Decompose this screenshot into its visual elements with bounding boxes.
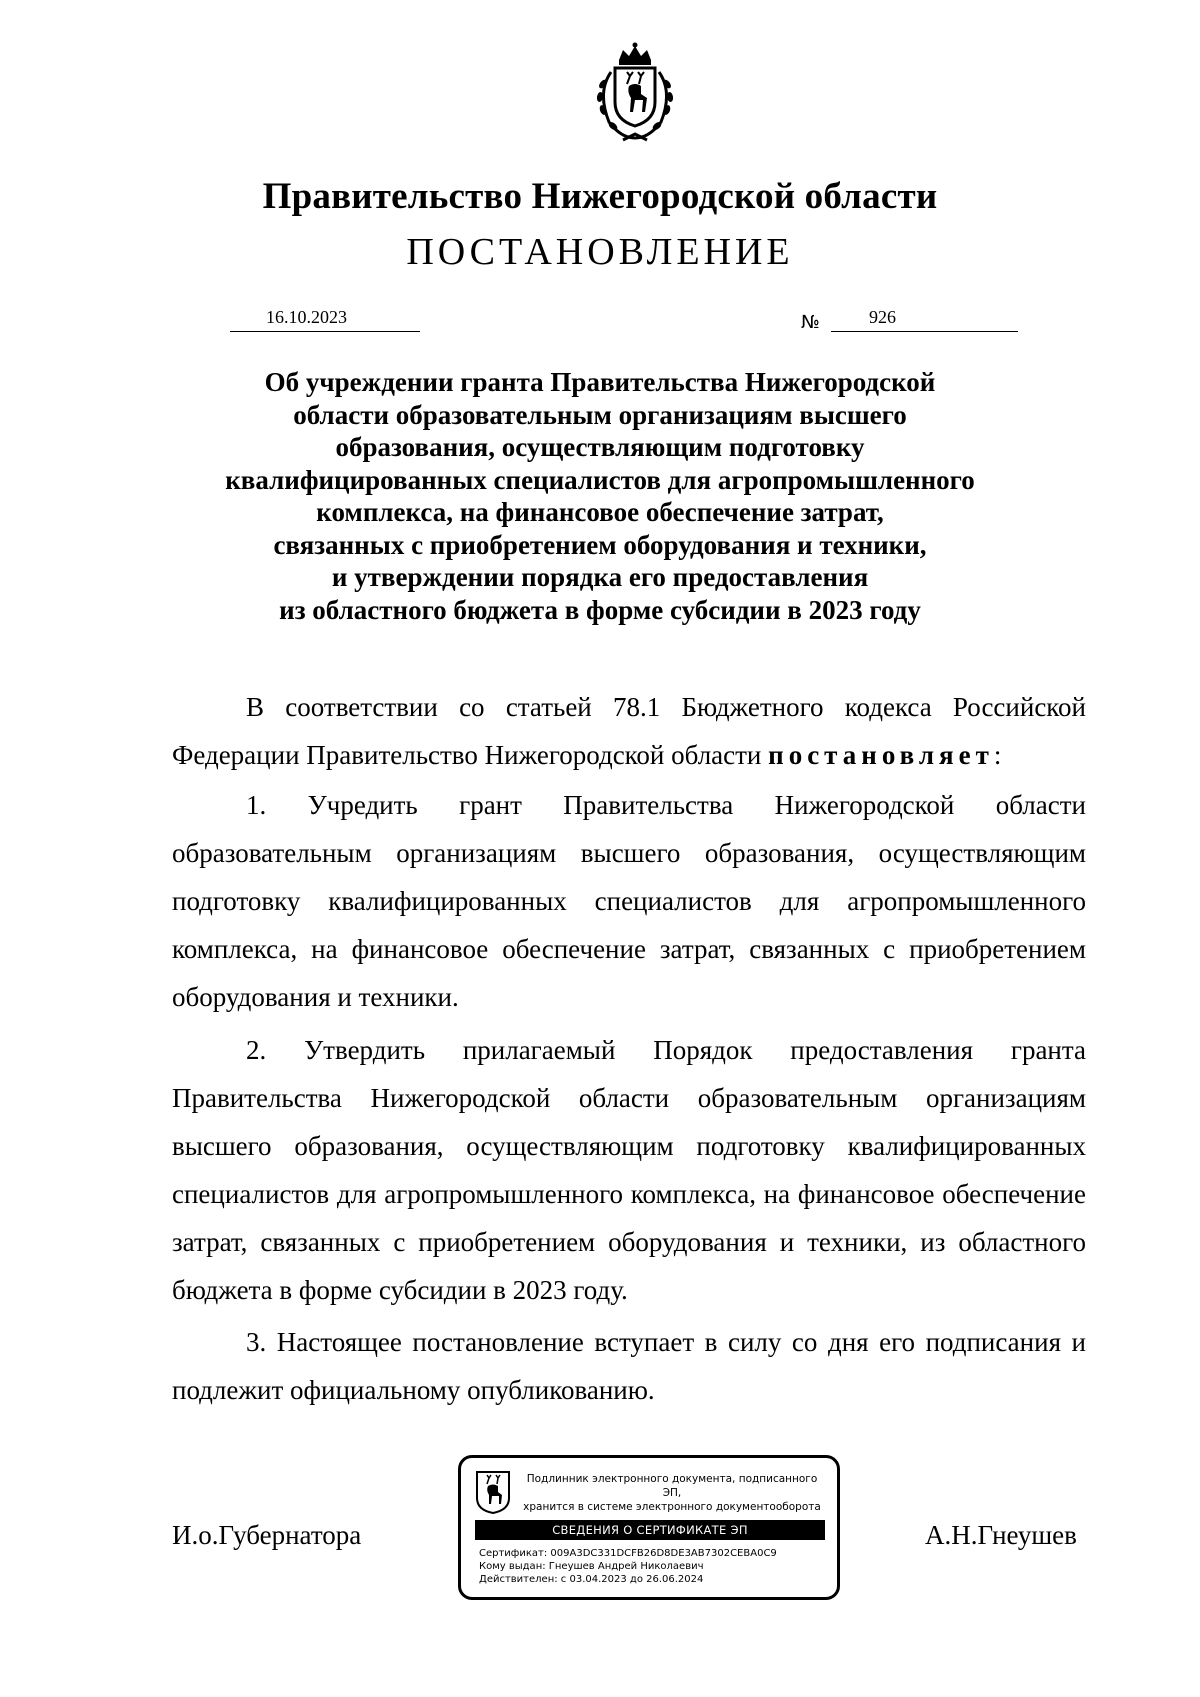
item-2-paragraph [172, 1026, 1086, 1314]
document-number-value: 926 [869, 307, 896, 327]
deer-shield-icon [475, 1470, 511, 1514]
item-1-paragraph [172, 781, 1086, 1021]
owner-label: Кому выдан: [479, 1561, 546, 1572]
subject-line: из областного бюджета в форме субсидии в 2023 году [279, 594, 921, 625]
subject-line: образования, осуществляющим подготовку [335, 432, 865, 462]
document-subject [160, 366, 1040, 626]
validity-value: с 03.04.2023 до 26.06.2024 [560, 1574, 704, 1585]
owner-row [479, 1560, 777, 1573]
item-3-text: 3. Настоящее постановление вступает в силу со дня его подписания и подлежит официальному опубликованию. [172, 1327, 1086, 1405]
certificate-info-bar: СВЕДЕНИЯ О СЕРТИФИКАТЕ ЭП [475, 1520, 825, 1540]
item-3-paragraph [172, 1318, 1086, 1414]
subject-line: комплекса, на финансовое обеспечение затрат, [316, 497, 884, 527]
owner-value: Гнеушев Андрей Николаевич [548, 1561, 704, 1572]
validity-row [479, 1573, 777, 1586]
document-type: ПОСТАНОВЛЕНИЕ [406, 231, 794, 273]
coat-of-arms-emblem [583, 42, 687, 146]
subject-line: Об учреждении гранта Правительства Нижегородской [264, 367, 936, 397]
preamble-paragraph [172, 683, 1086, 779]
stamp-caption [517, 1472, 827, 1514]
signer-title: И.о.Губернатора [172, 1520, 362, 1550]
certificate-label: Сертификат: [479, 1548, 548, 1559]
validity-label: Действителен: [479, 1574, 558, 1585]
certificate-value: 009A3DC331DCFB26D8DE3AB7302CEBA0C9 [550, 1548, 777, 1559]
subject-line: квалифицированных специалистов для агропромышленного [225, 464, 975, 495]
item-2-text: 2. Утвердить прилагаемый Порядок предоставления гранта Правительства Нижегородской области образовательным организациям высшего образования, осуществляющим подготовку квалифицированных специалистов для агропромышленного комплекса, на финансовое обеспечение затрат, связанных с приобретением оборудования и техники, из областного бюджета в форме субсидии в 2023 году. [172, 1035, 1086, 1305]
certificate-details [479, 1547, 777, 1586]
document-date [230, 307, 420, 332]
preamble-text: В соответствии со статьей 78.1 Бюджетного кодекса Российской Федерации Правительство Нижегородской области [172, 692, 1086, 770]
document-number-label: № [801, 312, 820, 333]
subject-line: области образовательным организациям высшего [293, 399, 907, 430]
subject-line: и утверждении порядка его предоставления [331, 562, 869, 592]
document-number [831, 307, 1018, 332]
item-1-text: 1. Учредить грант Правительства Нижегородской области образовательным организациям высшего образования, осуществляющим подготовку квалифицированных специалистов для агропромышленного комплекса, на финансовое обеспечение затрат, связанных с приобретением оборудования и техники. [172, 790, 1086, 1012]
stamp-caption-line: хранится в системе электронного документооборота [523, 1501, 821, 1513]
stamp-caption-line: Подлинник электронного документа, подписанного ЭП, [526, 1473, 818, 1499]
resolves-word: постановляет [768, 740, 994, 770]
electronic-signature-stamp [458, 1455, 840, 1600]
signer-name: А.Н.Гнеушев [925, 1520, 1077, 1550]
resolves-punct: : [993, 740, 1002, 770]
subject-line: связанных с приобретением оборудования и техники, [273, 529, 927, 560]
government-title: Правительство Нижегородской области [262, 176, 938, 217]
document-date-value: 16.10.2023 [266, 307, 347, 327]
certificate-row [479, 1547, 777, 1560]
